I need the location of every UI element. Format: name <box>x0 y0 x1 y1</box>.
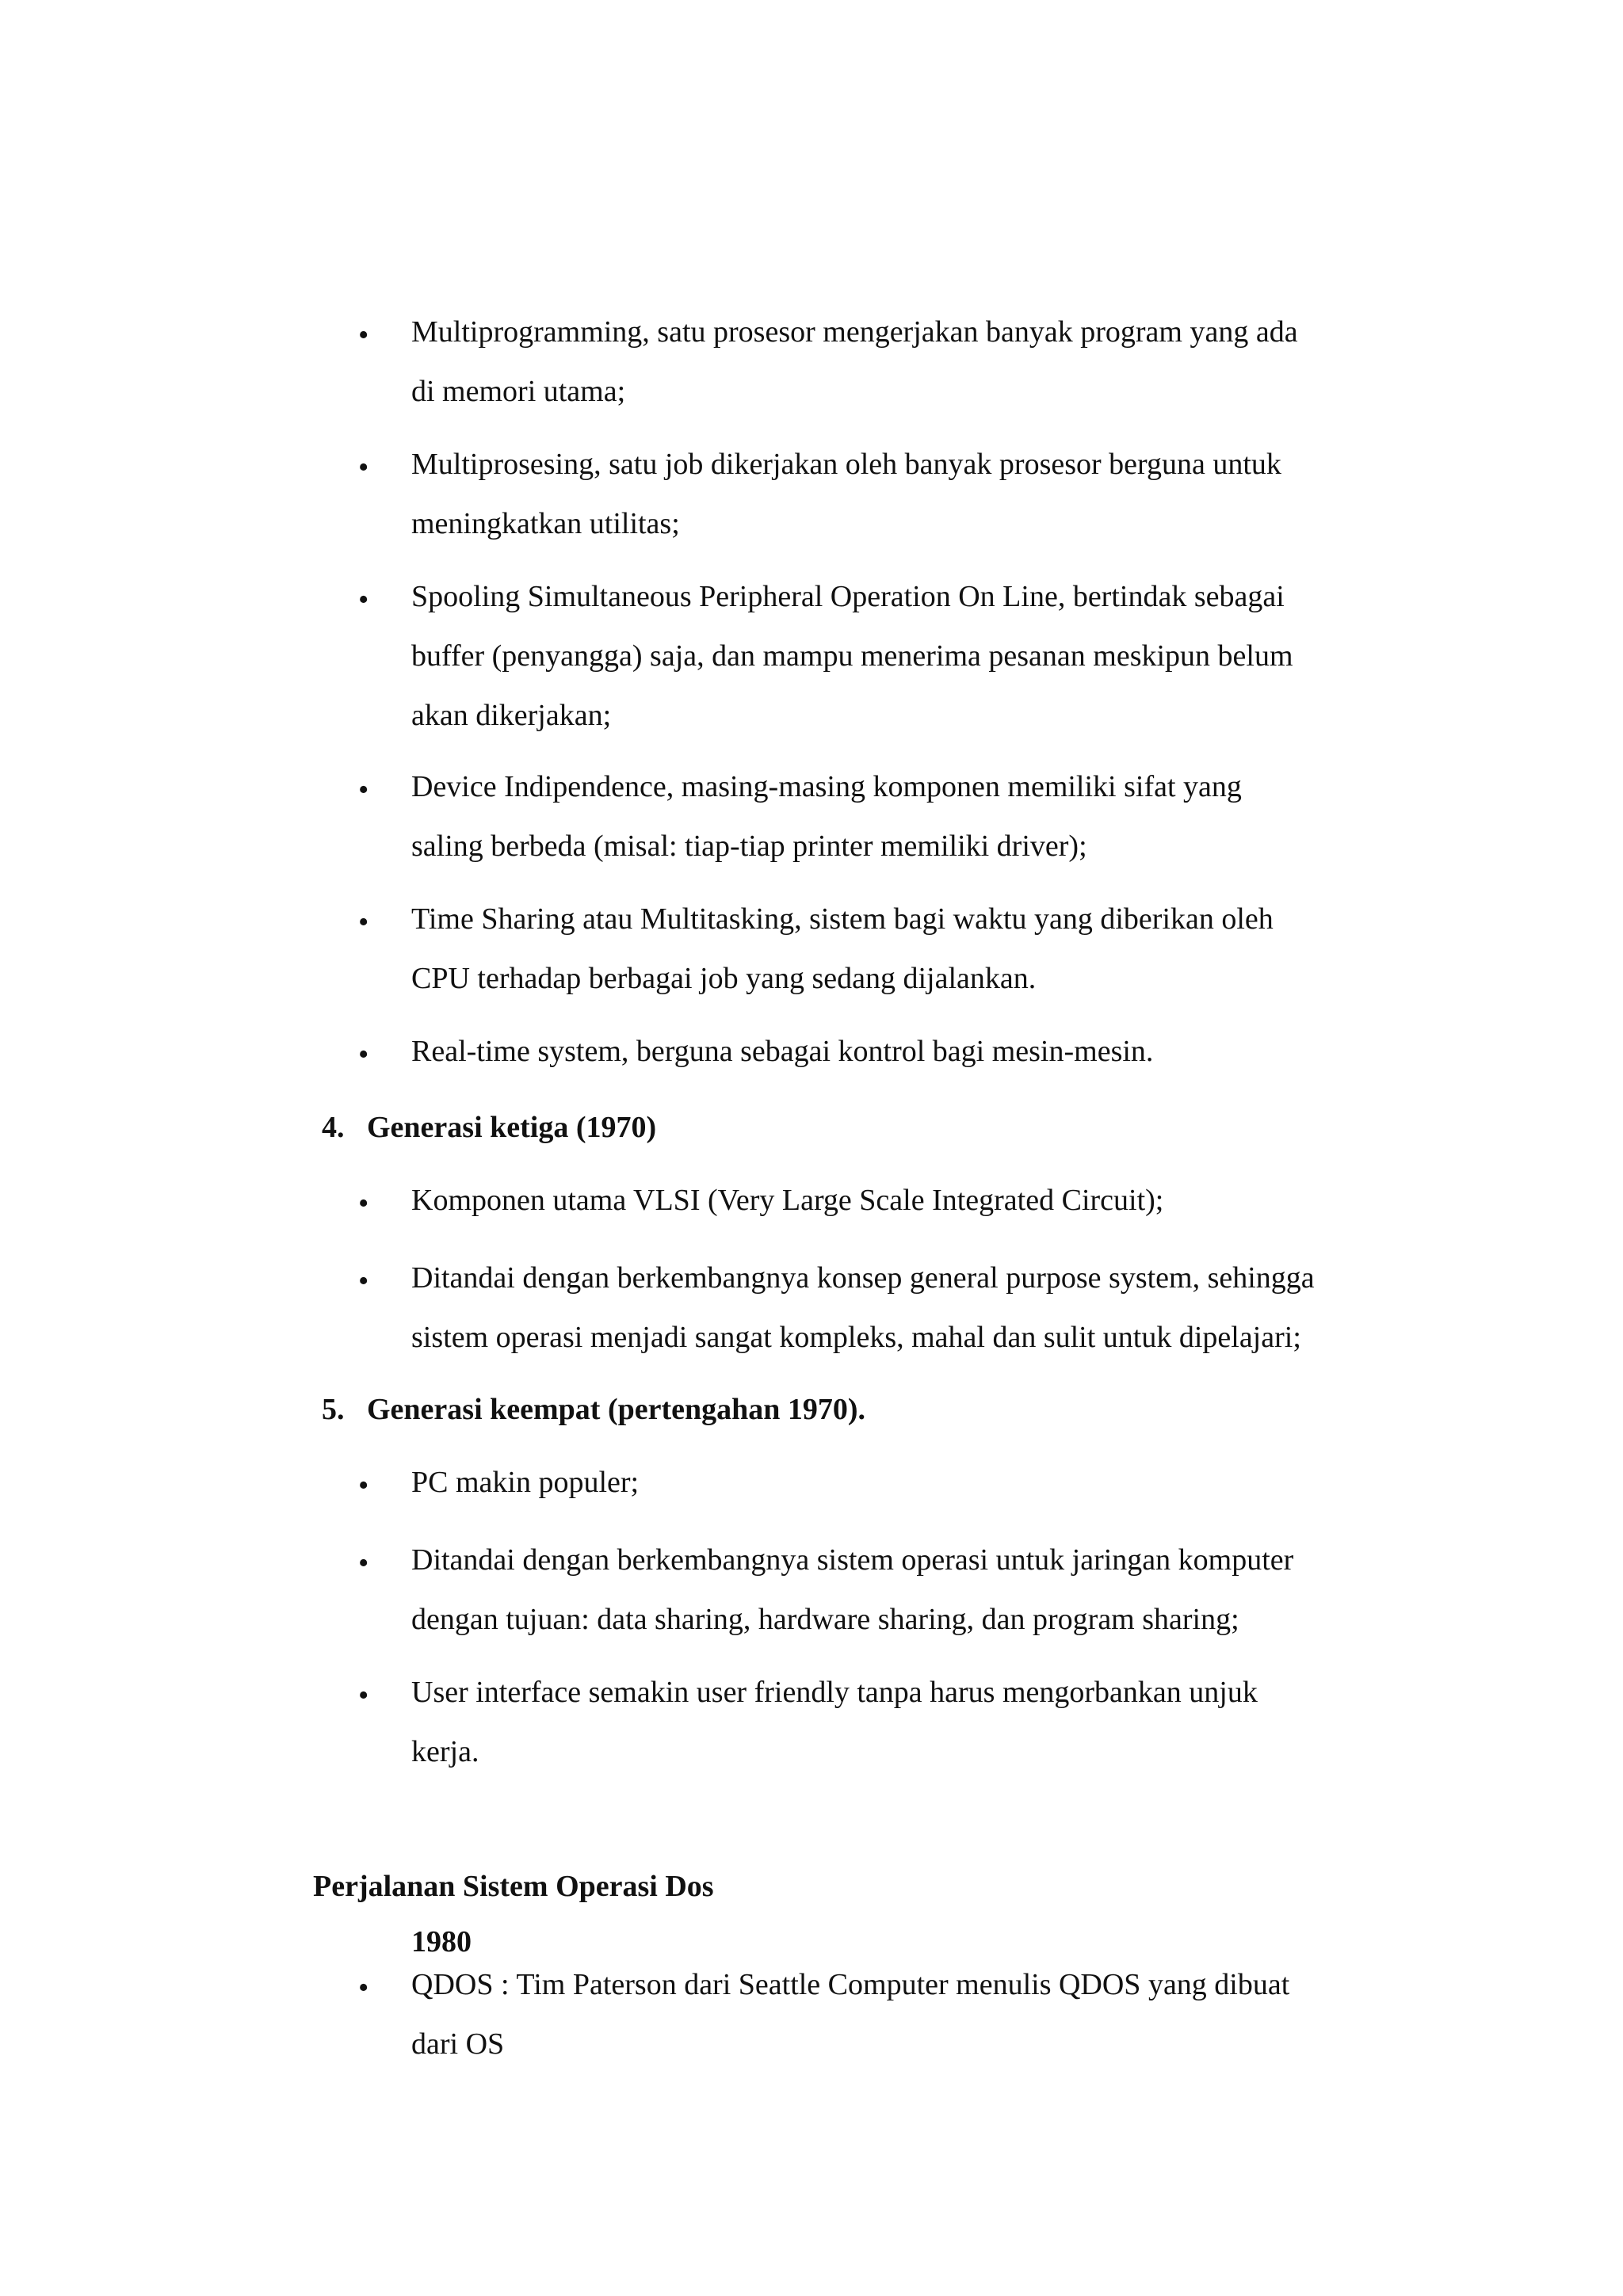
list-item-line: Multiprosesing, satu job dikerjakan oleh banyak prosesor berguna untuk <box>411 448 1281 481</box>
section-heading: 5. Generasi keempat (pertengahan 1970). <box>322 1393 866 1426</box>
bullet-icon: • <box>358 1679 369 1712</box>
list-item-line: saling berbeda (misal: tiap-tiap printer memiliki driver); <box>411 830 1087 863</box>
section-title: Perjalanan Sistem Operasi Dos <box>313 1870 714 1903</box>
bullet-icon: • <box>358 906 369 939</box>
list-item-line: CPU terhadap berbagai job yang sedang dijalankan. <box>411 962 1037 995</box>
list-item-line: meningkatkan utilitas; <box>411 507 680 540</box>
list-item-line: sistem operasi menjadi sangat kompleks, mahal dan sulit untuk dipelajari; <box>411 1321 1301 1354</box>
list-item-line: di memori utama; <box>411 375 626 408</box>
bullet-icon: • <box>358 1547 369 1580</box>
list-item-line: PC makin populer; <box>411 1466 640 1499</box>
bullet-icon: • <box>358 1038 369 1071</box>
list-item-line: User interface semakin user friendly tanpa harus mengorbankan unjuk <box>411 1676 1258 1709</box>
bullet-icon: • <box>358 1971 369 2004</box>
bullet-icon: • <box>358 1264 369 1298</box>
bullet-icon: • <box>358 583 369 616</box>
bullet-icon: • <box>358 318 369 352</box>
list-item-line: dengan tujuan: data sharing, hardware sharing, dan program sharing; <box>411 1603 1239 1636</box>
list-item-line: Komponen utama VLSI (Very Large Scale Integrated Circuit); <box>411 1184 1164 1217</box>
list-item-line: Ditandai dengan berkembangnya sistem operasi untuk jaringan komputer <box>411 1543 1294 1577</box>
list-item-line: dari OS <box>411 2027 505 2061</box>
list-item-line: Multiprogramming, satu prosesor mengerjakan banyak program yang ada <box>411 315 1298 349</box>
bullet-icon: • <box>358 1469 369 1502</box>
year-label: 1980 <box>411 1925 472 1958</box>
bullet-icon: • <box>358 451 369 484</box>
list-item-line: QDOS : Tim Paterson dari Seattle Computer menulis QDOS yang dibuat <box>411 1968 1290 2001</box>
list-item-line: Ditandai dengan berkembangnya konsep general purpose system, sehingga <box>411 1261 1315 1295</box>
list-item-line: akan dikerjakan; <box>411 699 612 732</box>
bullet-icon: • <box>358 773 369 807</box>
list-item-line: Device Indipendence, masing-masing komponen memiliki sifat yang <box>411 770 1242 803</box>
list-item-line: kerja. <box>411 1735 479 1768</box>
list-item-line: Time Sharing atau Multitasking, sistem bagi waktu yang diberikan oleh <box>411 902 1274 936</box>
list-item-line: Spooling Simultaneous Peripheral Operation On Line, bertindak sebagai <box>411 580 1285 613</box>
list-item-line: Real-time system, berguna sebagai kontrol bagi mesin-mesin. <box>411 1035 1154 1068</box>
section-heading: 4. Generasi ketiga (1970) <box>322 1111 657 1144</box>
list-item-line: buffer (penyangga) saja, dan mampu menerima pesanan meskipun belum <box>411 639 1293 673</box>
bullet-icon: • <box>358 1187 369 1220</box>
